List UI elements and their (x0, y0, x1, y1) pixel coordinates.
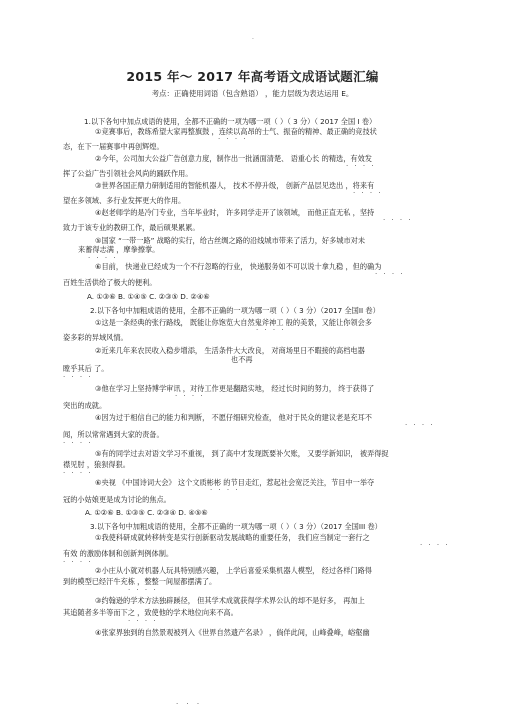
q2-item-4: ④因为过于相信自己的能力和判断， 不愿仔细研究检查， 他对于民众的建议老是充耳不 (95, 413, 372, 422)
question-1-stem: 1.以下各句中加点成语的使用，全都不正确的一项为哪一项（ ）（ 3 分）（ 2017 全国 I 卷） (84, 117, 377, 126)
emphasis-dots: · · · · (256, 326, 286, 334)
emphasis-dots: · · · · (210, 486, 240, 494)
q1-item-6-cont: 百姓生活供给了极大的便利。 (63, 278, 157, 287)
q1-item-3: ③世界各国正鼎力研制适用的智能机器人， 技术不停升级， 创新产品层见迭出 ，将来有 (95, 181, 375, 190)
q1-item-2: ②今年，公司加大公益广告创意力度，制作出一批涵面清楚、 语重心长 的精选，有效发 (95, 154, 372, 163)
emphasis-dots: · · · · (353, 189, 383, 197)
emphasis-dots: · · · · (383, 216, 413, 224)
emphasis-dots: · · · · (128, 617, 158, 625)
q1-item-5: ⑤国家 “一带一路” 战略的实行，给古丝绸之路的沿线城市带来了活力，好多城市对未 (95, 236, 366, 245)
q1-item-5-cont: 来蓄得志满 ，摩拳擦掌。 (78, 245, 160, 254)
q1-item-4-cont: 致力于该专业的教研工作，最后硕果累累。 (63, 223, 200, 232)
q2-item-1-cont: 姿多彩的异域风情。 (63, 333, 128, 342)
emphasis-dots: · · · · (375, 270, 405, 278)
q1-item-1-cont: 态，在下一届赛事中再创辉煌。 (63, 142, 164, 151)
emphasis-dots: · · · · (63, 373, 93, 381)
page-title: 2015 年～ 2017 年高考语文成语试题汇编 (126, 69, 379, 84)
q1-options: A. ①③⑥ B. ①④⑤ C. ②③⑤ D. ②④⑥ (87, 292, 210, 301)
emphasis-dots: · · · · (128, 586, 158, 594)
q2-item-3-cont: 突出的成就。 (63, 401, 107, 410)
q3-item-2-cont: 到的模型已经汗牛充栋 ，整整一间屋都摆满了。 (63, 577, 217, 586)
emphasis-dots: · · · · (346, 162, 376, 170)
q3-item-3-cont: 其追随者多半等而下之 ，致使他的学术地位向来不高。 (63, 608, 238, 617)
q2-item-5: ⑤有的同学过去对语文学习不重视， 到了高中才发现既要补欠账， 又要学新知识， 被弄得捉 (95, 449, 389, 458)
q2-item-6: ⑥央视 《中国诗词大会》 这个文质彬彬 的节目走红，惹起社会宽泛关注，节目中一举夺 (95, 478, 375, 487)
q3-item-2: ②小庄从小就对机器人玩具特别感兴趣， 上学后喜爱采集机器人模型， 经过各样门路得 (95, 566, 372, 575)
emphasis-dots: · · · · (175, 392, 205, 400)
q3-item-3: ③约翰逊的学术方法独辟蹊径， 但其学术成就获得学术界公认的却不是好多， 再加上 (95, 596, 365, 605)
q1-item-6: ⑥目前， 快递业已经成为一个不行忽略的行业， 快递服务如不可以说十拿九稳 ，但的确为 (95, 262, 382, 271)
q2-item-5-cont: 襟见肘 ，狼狈得狠。 (63, 460, 130, 469)
q3-item-1: ①我使科研成就转移转变是实行创新驱动发展战略的重要任务， 我们应当制定一套行之 (95, 533, 370, 542)
q1-item-4: ④赵老师学的是冷门专业，当年毕业时， 许多同学走开了该领域， 而他正直无私 ，坚持 (95, 208, 375, 217)
emphasis-dots: · · · · (420, 541, 450, 549)
q3-item-4: ④张家界独到的自然景观被列入《世界自然遗产名录》 ，倘佯此间，山峰叠峰，峪壑幽 (95, 628, 370, 637)
bottom-dots: · · · (176, 700, 203, 708)
q2-options: A. ①②⑥ B. ①③⑤ C. ②③④ D. ④⑤⑥ (85, 508, 208, 517)
emphasis-dots: · · · · (63, 558, 93, 566)
page-subtitle: 考点：正确使用词语（包含熟语） ，能力层级为表达运用 E。 (151, 89, 354, 98)
q1-item-2-cont: 挥了公益广告引领社会风尚的踊跃作用。 (63, 169, 193, 178)
question-2-stem: 2.以下各句中加粗成语的使用，全都不正确的一项为哪一项（ ）（ 3 分）（2017 全国II 卷） (90, 306, 380, 315)
emphasis-dots: · · · · (218, 135, 248, 143)
q2-item-2-cont2: 瞠乎其后 了。 (63, 364, 109, 373)
q2-item-2: ②近来几年来农民收入稳步增添， 生活条件大大改良， 对商场里日不暇接的高档电器 (95, 346, 365, 355)
emphasis-dots: · · · · (88, 254, 118, 262)
emphasis-dots: · · · · (63, 469, 93, 477)
q2-item-4-cont: 闻，所以常常遇到大家的责备。 (63, 430, 164, 439)
q2-item-6-cont: 冠的小姑娘更是成为讨论的焦点。 (63, 495, 171, 504)
q1-item-1: ①竞赛事后，教练希望大家再整旗鼓 ，连续以高昂的士气、振奋的精神、最正确的竞技状 (95, 127, 377, 136)
emphasis-dots: · · · · (63, 439, 93, 447)
top-mark: · (252, 36, 254, 43)
q3-item-1-cont: 有效 的激励体制和创新判例体制。 (63, 549, 174, 558)
q2-item-3: ③他在学习上坚持博学审讯 ，对待工作更是翻踏实地， 经过长时间的努力， 终于获得了 (95, 384, 375, 393)
emphasis-dots: · · · · (405, 421, 435, 429)
question-3-stem: 3.以下各句中加粗成语的使用，全都不正确的一项为哪一项（ ）（ 3 分）（2017 全国III 卷） (90, 522, 382, 531)
q2-item-2-cont: 也不再 (231, 355, 253, 364)
q2-item-1: ①这是一条经典的张行路线， 既能让你饱览大自然鬼斧神工 般的美景，又能让你领会多 (95, 318, 372, 327)
q1-item-3-cont: 望在多领域、多行业发挥更大的作用。 (63, 196, 186, 205)
